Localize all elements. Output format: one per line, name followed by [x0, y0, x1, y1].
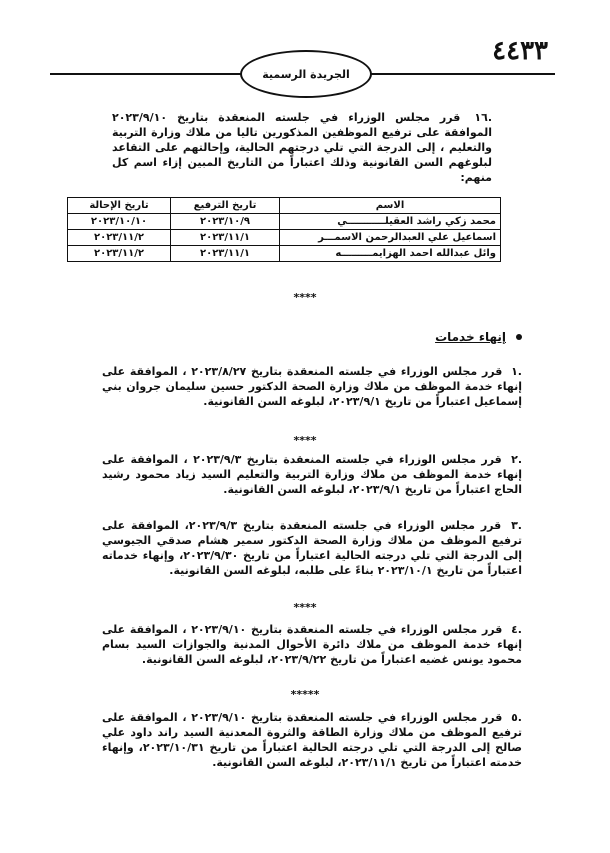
section-title: إنهاء خدمات [435, 330, 506, 344]
item-text: قرر مجلس الوزراء في جلسته المنعقدة بتاريخ ٢٠٢٣/٩/١٠ ، الموافقة على إنهاء خدمة الموظف من ملاك دائرة الأحوال المدنية والجوازات السيد بسام محمود يونس غضيه اعتباراً من تاريخ ٢٠٢٣/٩/٢٢، لبلوغه السن القانونية. [102, 623, 522, 666]
section-heading [435, 330, 522, 344]
table-row [68, 246, 501, 262]
item-number: .٣ [511, 519, 522, 532]
table-row [68, 214, 501, 230]
column-header-name: الاسم [280, 198, 501, 214]
item-number: .٢ [511, 453, 522, 466]
gazette-title: الجريدة الرسمية [262, 67, 350, 81]
cell-promotion-date: ٢٠٢٣/١١/١ [171, 246, 280, 262]
cell-retirement-date: ٢٠٢٣/١١/٢ [68, 246, 171, 262]
cell-promotion-date: ٢٠٢٣/١١/١ [171, 230, 280, 246]
paragraph-item-1 [102, 364, 522, 409]
separator-stars: **** [293, 291, 317, 304]
table-row [68, 230, 501, 246]
gazette-title-oval [240, 50, 372, 98]
paragraph-item-2 [102, 452, 522, 497]
item-number: .١٦ [474, 111, 492, 124]
table-header-row [68, 198, 501, 214]
item-text: قرر مجلس الوزراء في جلسته المنعقدة بتاريخ ٢٠٢٣/٩/١٠ الموافقة على ترفيع الموظفين المذكورين تاليا من ملاك وزارة التربية والتعليم ، إلى الدرجة التي تلي درجتهم الحالية، وإحالتهم على التقاعد لبلوغهم السن القانونية وذلك اعتباراً من التاريخ المبين إزاء اسم كل منهم: [112, 111, 492, 184]
bullet-icon [516, 334, 522, 340]
item-text: قرر مجلس الوزراء في جلسته المنعقدة بتاريخ ٢٠٢٣/٨/٢٧ ، الموافقة على إنهاء خدمة الموظف من ملاك وزارة الصحة الدكتور حسين سليمان جروان بني إسماعيل اعتباراً من تاريخ ٢٠٢٣/٩/١، لبلوغه السن القانونية. [102, 365, 522, 408]
separator-stars: **** [293, 601, 317, 614]
cell-name: اسماعيل علي العبدالرحمن الاسمـــر [280, 230, 501, 246]
separator-stars: **** [293, 434, 317, 447]
paragraph-item-4 [102, 622, 522, 667]
cell-retirement-date: ٢٠٢٣/١٠/١٠ [68, 214, 171, 230]
paragraph-item-5 [102, 710, 522, 770]
page-number: ٤٤٣٣ [492, 36, 548, 66]
cell-retirement-date: ٢٠٢٣/١١/٢ [68, 230, 171, 246]
item-number: .٤ [511, 623, 522, 636]
column-header-retirement-date: تاريخ الإحالة [68, 198, 171, 214]
column-header-promotion-date: تاريخ الترفيع [171, 198, 280, 214]
separator-stars: ***** [290, 688, 320, 701]
paragraph-item-16 [112, 110, 492, 185]
item-text: قرر مجلس الوزراء في جلسته المنعقدة بتاريخ ٢٠٢٣/٩/١٠ ، الموافقة على ترفيع الموظف من ملاك وزارة الطاقة والثروة المعدنية السيد راند داود علي صالح إلى الدرجة التي تلي درجته الحالية اعتباراً من تاريخ ٢٠٢٣/١٠/٣١، وإنهاء خدمته اعتباراً من تاريخ ٢٠٢٣/١١/١، لبلوغه السن القانونية. [102, 711, 522, 769]
cell-promotion-date: ٢٠٢٣/١٠/٩ [171, 214, 280, 230]
item-number: .٥ [511, 711, 522, 724]
item-text: قرر مجلس الوزراء في جلسته المنعقدة بتاريخ ٢٠٢٣/٩/٣ ، الموافقة على إنهاء خدمة الموظف من ملاك وزارة التربية والتعليم السيد زياد محمود رشيد الحاج اعتباراً من تاريخ ٢٠٢٣/٩/١، لبلوغه السن القانونية. [102, 453, 522, 496]
paragraph-item-3 [102, 518, 522, 578]
item-text: قرر مجلس الوزراء في جلسته المنعقدة بتاريخ ٢٠٢٣/٩/٣، الموافقة على ترفيع الموظف من ملاك وزارة الصحة الدكتور سمير هشام صدقي الجيوسي إلى الدرجة التي تلي درجته الحالية اعتباراً من تاريخ ٢٠٢٣/٩/٣٠، وإنهاء خدماته اعتباراً من تاريخ ٢٠٢٣/١٠/١ بناءً على طلبه، لبلوغه السن القانونية. [102, 519, 522, 577]
cell-name: محمد زكي راشد العقيلـــــــــــي [280, 214, 501, 230]
item-number: .١ [511, 365, 522, 378]
retirement-table [67, 197, 501, 262]
cell-name: وائل عبدالله احمد الهزايمـــــــــه [280, 246, 501, 262]
